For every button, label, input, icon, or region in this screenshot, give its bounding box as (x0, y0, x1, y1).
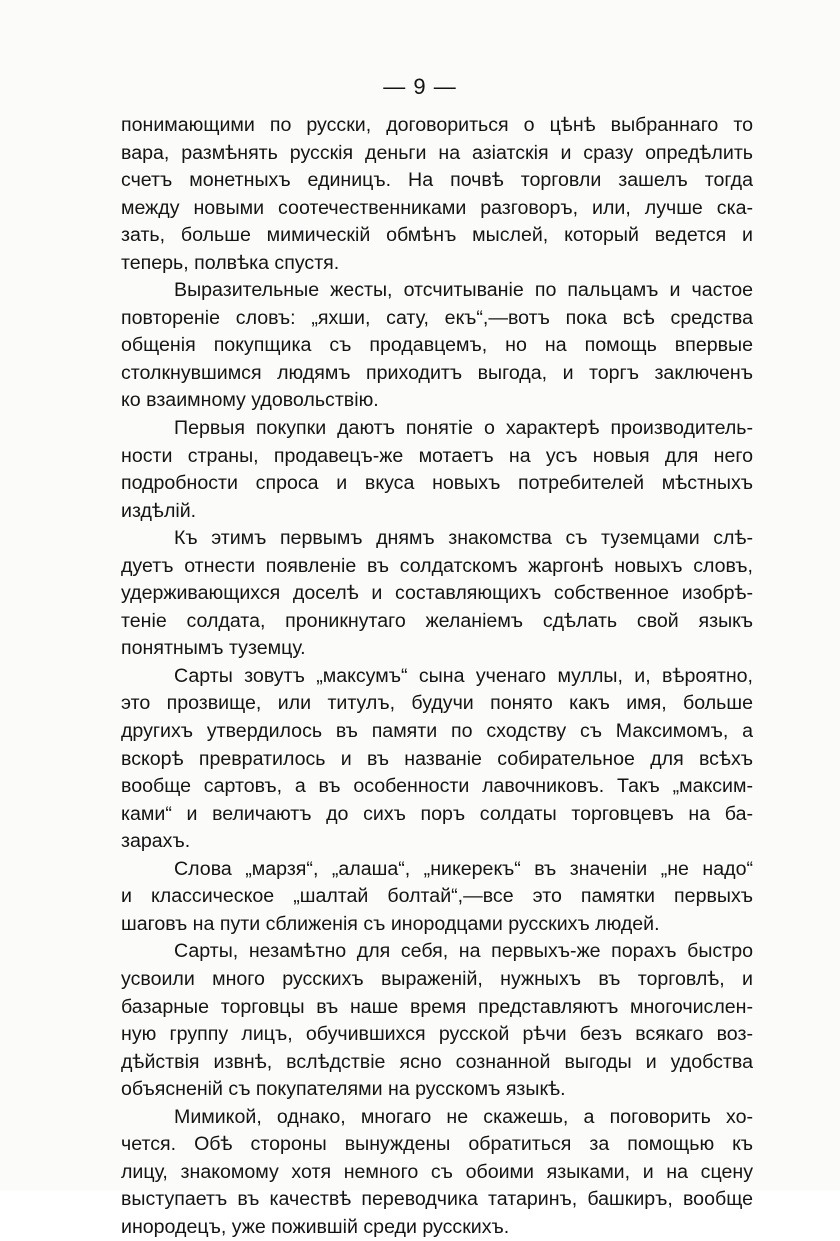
text-line: ную группу лицъ, обучившихся русской рѣчи безъ всякаго воз- (121, 1023, 753, 1046)
text-line: вообще сартовъ, а въ особенности лавочниковъ. Такъ „максим- (121, 775, 753, 798)
text-line: издѣлій. (121, 499, 197, 522)
text-line: ности страны, продавецъ-же мотаетъ на усъ новыя для него (121, 444, 753, 467)
text-line: столкнувшимся людямъ приходитъ выгода, и торгъ заключенъ (121, 361, 753, 384)
text-line: объясненій съ покупателями на русскомъ языкѣ. (121, 1078, 566, 1101)
text-line: теперь, полвѣка спустя. (121, 251, 340, 274)
text-line: счетъ монетныхъ единицъ. На почвѣ торговли зашелъ тогда (121, 169, 753, 192)
text-line: другихъ утвердилось въ памяти по сходству съ Максимомъ, а (121, 720, 753, 743)
text-line: ками“ и величаютъ до сихъ поръ солдаты торговцевъ на ба- (121, 802, 753, 825)
text-line: общенія покупщика съ продавцемъ, но на помощь впервые (121, 334, 753, 357)
text-line: Сарты зовутъ „максумъ“ сына ученаго муллы, и, вѣроятно, (174, 664, 753, 687)
text-line: понятнымъ туземцу. (121, 637, 306, 660)
text-line: инородецъ, уже пожившій среди русскихъ. (121, 1215, 510, 1238)
text-line: лицу, знакомому хотя немного съ обоими языками, и на сцену (121, 1160, 753, 1183)
text-line: Первыя покупки даютъ понятіе о характерѣ производитель- (174, 417, 753, 440)
text-line: и классическое „шалтай болтай“,—все это памятки первыхъ (121, 885, 753, 908)
text-line: зать, больше мимическій обмѣнъ мыслей, который ведется и (121, 224, 753, 247)
text-line: шаговъ на пути сближенія съ инородцами русскихъ людей. (121, 912, 660, 935)
text-line: дуетъ отнести появленіе въ солдатскомъ жаргонѣ новыхъ словъ, (121, 554, 753, 577)
text-line: дѣйствія извнѣ, вслѣдствіе ясно сознанной выгоды и удобства (121, 1050, 753, 1073)
text-line: подробности спроса и вкуса новыхъ потребителей мѣстныхъ (121, 472, 753, 495)
page-number: — 9 — (383, 74, 457, 99)
text-line: понимающими по русски, договориться о цѣнѣ выбраннаго то (121, 114, 753, 136)
text-line: повтореніе словъ: „яхши, сату, екъ“,—вотъ пока всѣ средства (121, 306, 753, 329)
text-line: удерживающихся доселѣ и составляющихъ собственное изобрѣ- (121, 582, 753, 605)
text-line: Къ этимъ первымъ днямъ знакомства съ туземцами слѣ- (174, 527, 753, 550)
text-line: выступаетъ въ качествѣ переводчика татаринъ, башкиръ, вообще (121, 1188, 753, 1211)
body-text (121, 112, 753, 1241)
text-line: вскорѣ превратилось и въ названіе собирательное для всѣхъ (121, 747, 753, 770)
text-line: зарахъ. (121, 830, 191, 853)
text-line: ко взаимному удовольствію. (121, 389, 379, 412)
text-line: между новыми соотечественниками разговоръ, или, лучше ска- (121, 196, 753, 219)
text-line: Сарты, незамѣтно для себя, на первыхъ-же порахъ быстро (174, 940, 753, 963)
text-line: Выразительные жесты, отсчитываніе по пальцамъ и частое (174, 279, 753, 302)
text-line: вара, размѣнять русскія деньги на азіатскія и сразу опредѣлить (121, 141, 753, 164)
text-line: Слова „марзя“, „алаша“, „никерекъ“ въ значеніи „не надо“ (174, 857, 753, 880)
text-line: теніе солдата, проникнутаго желаніемъ сдѣлать свой языкъ (121, 609, 753, 632)
text-line: Мимикой, однако, многаго не скажешь, а поговорить хо- (174, 1105, 753, 1128)
text-line: чется. Обѣ стороны вынуждены обратиться за помощью къ (121, 1133, 753, 1156)
text-line: это прозвище, или титулъ, будучи понято какъ имя, больше (121, 692, 753, 715)
text-line: базарные торговцы въ наше время представляютъ многочислен- (121, 995, 753, 1018)
text-line: усвоили много русскихъ выраженій, нужныхъ въ торговлѣ, и (121, 967, 753, 990)
